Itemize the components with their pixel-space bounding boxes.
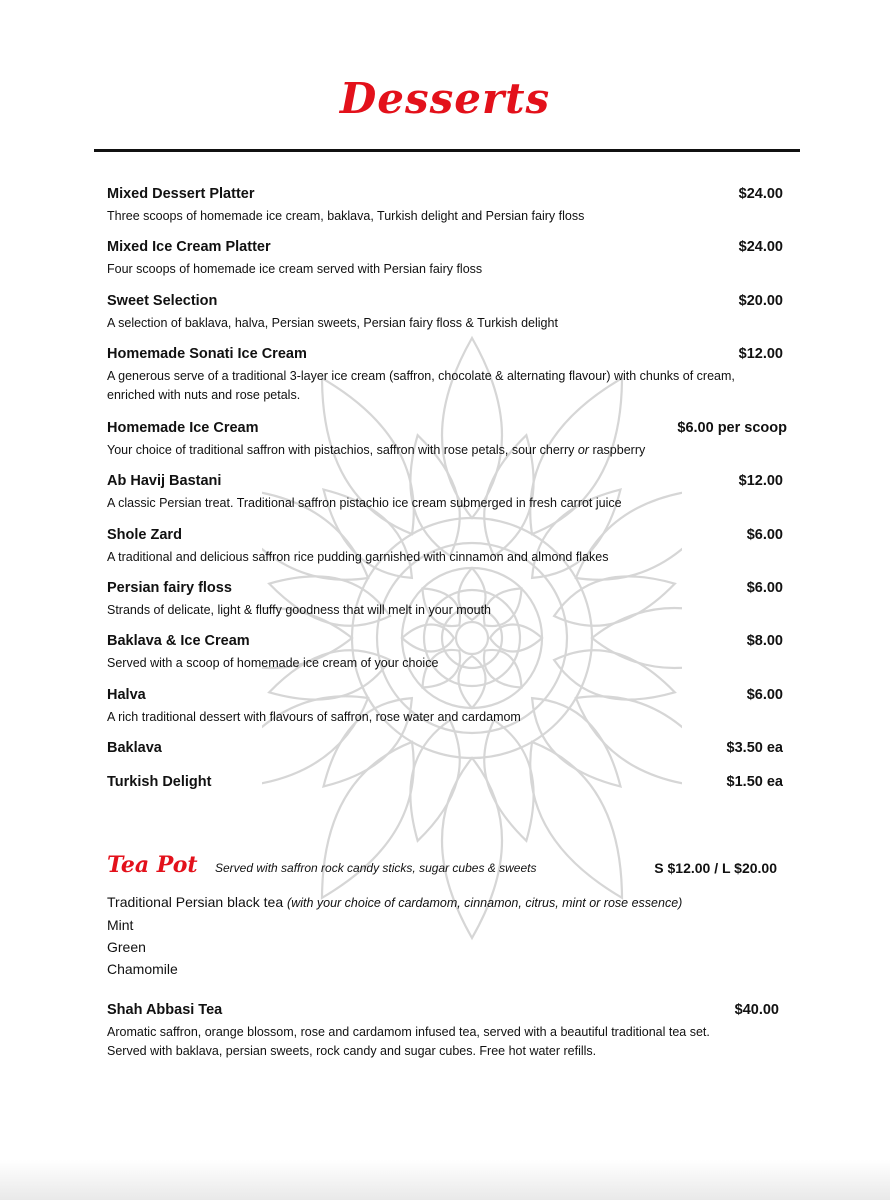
tea-option-black <box>107 891 682 914</box>
menu-item-baklava <box>107 740 783 774</box>
item-description: A traditional and delicious saffron rice pudding garnished with cinnamon and almond flakes <box>107 550 609 564</box>
item-price: $8.00 <box>746 633 783 649</box>
item-name: Baklava & Ice Cream <box>107 633 250 649</box>
item-name: Mixed Ice Cream Platter <box>107 239 271 255</box>
page-title: Desserts <box>339 74 551 123</box>
item-name: Ab Havij Bastani <box>107 473 222 489</box>
item-name: Mixed Dessert Platter <box>107 186 255 202</box>
menu-item-sonati-ice-cream <box>107 346 783 420</box>
item-description: Strands of delicate, light & fluffy goodness that will melt in your mouth <box>107 603 491 617</box>
tea-pot-header <box>107 852 777 882</box>
desc-line: Aromatic saffron, orange blossom, rose and cardamom infused tea, served with a beautiful traditional tea set. <box>107 1025 710 1039</box>
tea-option-mint: Mint <box>107 917 134 933</box>
item-price: $6.00 <box>746 580 783 596</box>
menu-item-halva <box>107 687 783 740</box>
page-bottom-shadow <box>0 1160 890 1200</box>
item-name: Persian fairy floss <box>107 580 232 596</box>
menu-item-homemade-ice-cream <box>107 420 787 473</box>
item-name: Baklava <box>107 740 162 756</box>
item-price: $1.50 ea <box>726 774 783 790</box>
dessert-list <box>107 186 787 804</box>
item-description: Three scoops of homemade ice cream, baklava, Turkish delight and Persian fairy floss <box>107 209 585 223</box>
item-price: $40.00 <box>734 1002 779 1018</box>
menu-item-ab-havij-bastani <box>107 473 783 527</box>
item-price: $6.00 <box>746 527 783 543</box>
item-name: Sweet Selection <box>107 293 218 309</box>
item-price: $6.00 per scoop <box>677 420 787 436</box>
tea-option-chamomile: Chamomile <box>107 961 178 977</box>
desc-or: or <box>577 443 589 457</box>
menu-item-persian-fairy-floss <box>107 580 783 633</box>
item-description: A rich traditional dessert with flavours of saffron, rose water and cardamom <box>107 710 521 724</box>
item-name: Homemade Ice Cream <box>107 420 259 436</box>
desc-line: Served with baklava, persian sweets, rock candy and sugar cubes. Free hot water refills. <box>107 1044 597 1058</box>
tea-option-note: (with your choice of cardamom, cinnamon, citrus, mint or rose essence) <box>287 896 683 910</box>
item-description: A generous serve of a traditional 3-layer ice cream (saffron, chocolate & alternating flavour) with chunks of cream, enriched with nuts and rose petals. <box>107 369 735 402</box>
item-name: Halva <box>107 687 146 703</box>
item-name: Turkish Delight <box>107 774 212 790</box>
menu-item-turkish-delight <box>107 774 783 804</box>
tea-option-label: Traditional Persian black tea <box>107 894 284 910</box>
item-description: A classic Persian treat. Traditional saffron pistachio ice cream submerged in fresh carrot juice <box>107 496 622 510</box>
item-name: Shole Zard <box>107 527 182 543</box>
desc-text: Your choice of traditional saffron with pistachios, saffron with rose petals, sour cherry <box>107 443 578 457</box>
item-price: $12.00 <box>738 346 783 362</box>
tea-pot-subtitle: Served with saffron rock candy sticks, sugar cubes & sweets <box>215 861 537 875</box>
item-price: $12.00 <box>738 473 783 489</box>
menu-item-sweet-selection <box>107 293 783 346</box>
item-name: Shah Abbasi Tea <box>107 1002 223 1018</box>
menu-item-shole-zard <box>107 527 783 580</box>
menu-item-baklava-ice-cream <box>107 633 783 687</box>
item-price: $24.00 <box>738 186 783 202</box>
item-price: $24.00 <box>738 239 783 255</box>
item-description: Served with a scoop of homemade ice cream of your choice <box>107 656 439 670</box>
tea-options-list <box>107 891 682 980</box>
desc-text: raspberry <box>588 443 646 457</box>
item-price: $20.00 <box>738 293 783 309</box>
item-description <box>107 441 783 460</box>
item-price: $3.50 ea <box>726 740 783 756</box>
item-price: $6.00 <box>746 687 783 703</box>
tea-pot-price: S $12.00 / L $20.00 <box>654 860 777 876</box>
item-description: Four scoops of homemade ice cream served with Persian fairy floss <box>107 262 483 276</box>
tea-option-green: Green <box>107 939 146 955</box>
menu-item-shah-abbasi-tea <box>107 1002 779 1061</box>
item-description: A selection of baklava, halva, Persian sweets, Persian fairy floss & Turkish delight <box>107 316 558 330</box>
menu-item-mixed-ice-cream-platter <box>107 239 783 293</box>
item-name: Homemade Sonati Ice Cream <box>107 346 307 362</box>
title-divider <box>94 149 800 152</box>
item-description <box>107 1023 779 1061</box>
tea-pot-title: Tea Pot <box>107 852 198 878</box>
menu-item-mixed-dessert-platter <box>107 186 783 239</box>
